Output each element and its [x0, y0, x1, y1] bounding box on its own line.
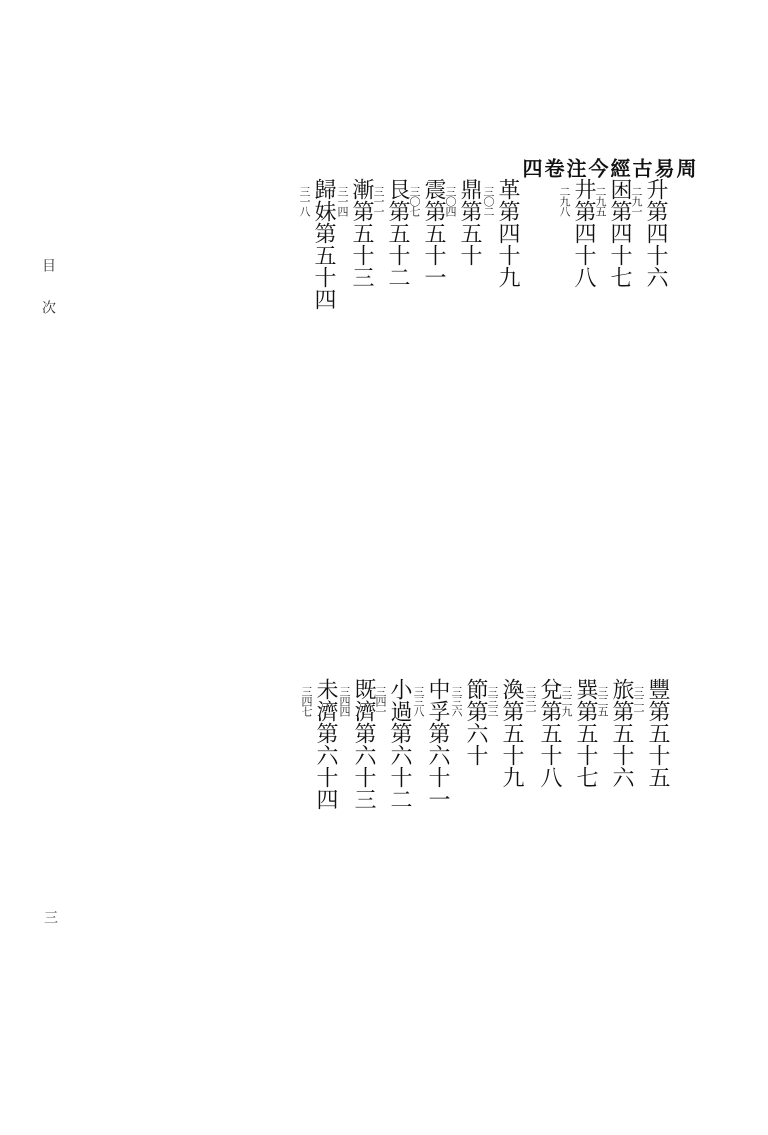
- entry-title: 巽第五十七: [573, 678, 598, 788]
- entry-page: 三一四: [336, 186, 349, 216]
- toc-entry[interactable]: [372, 178, 408, 598]
- toc-entry[interactable]: [450, 678, 486, 1098]
- toc-entry[interactable]: [374, 678, 410, 1098]
- entry-title: 歸妹第五十四: [311, 178, 336, 310]
- toc-entry[interactable]: [596, 678, 632, 1098]
- entry-page: 二九八: [558, 186, 571, 216]
- toc-entry[interactable]: [444, 178, 480, 598]
- entry-page: 三二五: [596, 686, 609, 716]
- toc-entry[interactable]: [482, 178, 518, 598]
- entry-page: 三三八: [412, 686, 425, 716]
- entry-title: 旅第五十六: [609, 678, 634, 788]
- entry-title: 小過第六十二: [387, 678, 412, 810]
- entry-page: 二九一: [630, 186, 643, 216]
- entry-title: 既濟第六十三: [351, 678, 376, 810]
- toc-entry[interactable]: [558, 178, 594, 598]
- toc-entry[interactable]: [630, 178, 666, 598]
- entry-page: 三三三: [486, 686, 499, 716]
- toc-entry[interactable]: [298, 178, 334, 598]
- entry-page: 三〇二: [482, 186, 495, 216]
- toc-entry[interactable]: [594, 178, 630, 598]
- entry-title: 渙第五十九: [499, 678, 524, 788]
- entry-title: 困第四十七: [607, 178, 632, 288]
- toc-entry[interactable]: [338, 678, 374, 1098]
- page-number: 三: [42, 910, 58, 924]
- entry-page: 三四一: [374, 686, 387, 716]
- entry-title: 豐第五十五: [645, 678, 670, 788]
- toc-entry[interactable]: [524, 678, 560, 1098]
- toc-entry[interactable]: [300, 678, 336, 1098]
- entry-page: 三四四: [338, 686, 351, 716]
- margin-label-ci: 次: [40, 300, 56, 314]
- entry-page: 三二九: [560, 686, 573, 716]
- entry-title: 漸第五十三: [349, 178, 374, 288]
- entry-page: 三一八: [298, 186, 311, 216]
- entry-page: 二九五: [594, 186, 607, 216]
- entry-title: 艮第五十二: [385, 178, 410, 288]
- entry-page: 三四七: [300, 686, 313, 716]
- toc-entry[interactable]: [486, 678, 522, 1098]
- entry-page: 三二一: [632, 686, 645, 716]
- entry-title: 井第四十八: [571, 178, 596, 288]
- toc-entry[interactable]: [560, 678, 596, 1098]
- entry-title: 兌第五十八: [537, 678, 562, 788]
- toc-entry[interactable]: [412, 678, 448, 1098]
- entry-title: 中孚第六十一: [425, 678, 450, 810]
- entry-title: 震第五十一: [421, 178, 446, 288]
- margin-label-mu: 目: [40, 258, 56, 272]
- volume-heading-text: 周易古經今注卷四: [519, 158, 697, 178]
- entry-title: 升第四十六: [643, 178, 668, 288]
- entry-page: 三〇七: [408, 186, 421, 216]
- entry-page: 三三六: [450, 686, 463, 716]
- toc-entry[interactable]: [336, 178, 372, 598]
- entry-title: 節第六十: [463, 678, 488, 766]
- toc-entry[interactable]: [632, 678, 668, 1098]
- toc-entry[interactable]: [408, 178, 444, 598]
- entry-title: 未濟第六十四: [313, 678, 338, 810]
- volume-heading: [520, 158, 696, 178]
- entry-title: 鼎第五十: [457, 178, 482, 266]
- entry-page: 三三一: [524, 686, 537, 716]
- entry-title: 革第四十九: [495, 178, 520, 288]
- entry-page: 三一一: [372, 186, 385, 216]
- entry-page: 三〇四: [444, 186, 457, 216]
